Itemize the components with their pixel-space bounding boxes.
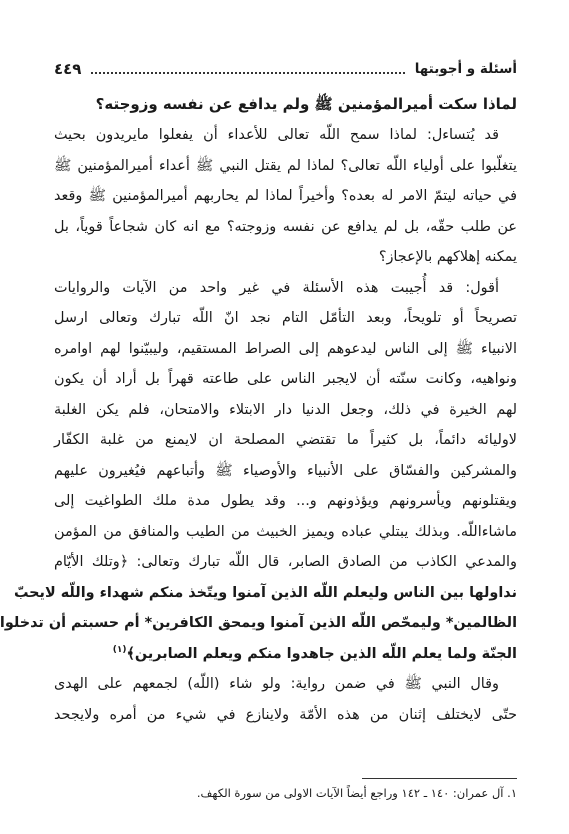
text-line: في حياته ليتمّ الامر له بعده؟ وأخيراً لماذا لم يحاربهم أميرالمؤمنين ﷺ وقعد [54, 188, 517, 204]
running-title: أسئلة و أجوبتها [414, 61, 517, 77]
text-line: يمكنه إهلاكهم بالإعجاز؟ [378, 249, 517, 265]
text-line: لهم الخيرة في ذلك، وجعل الدنيا دار الابتلاء والامتحان، فلم يكن الغلبة [54, 401, 517, 418]
closing-paragraph [54, 669, 517, 730]
text-line: والمشركين والفسّاق على الأنبياء والأوصياء ﷺ وأتباعهم فيُغيرون عليهم [54, 462, 517, 479]
running-header [54, 58, 517, 80]
text-line: ويقتلونهم ويأسرونهم ويؤذونهم و... وقد يطول مدة ملك الطواغيت إلى [54, 493, 517, 509]
text-line: يتغلّبوا على أولياء اللّه تعالى؟ لماذا لم يقتل النبي ﷺ أعداء أميرالمؤمنين ﷺ [54, 157, 517, 174]
text-line: حتّى لايختلف إثنان من هذه الأمّة ولاينازع في شيء من أمره ولايجحد [54, 706, 517, 723]
footnote: ١. آل عمران: ١٤٠ ـ ١٤٢ وراجع أيضاً الآيات الاولى من سورة الكهف. [196, 786, 517, 800]
text-line: وقال النبي ﷺ في ضمن رواية: ولو شاء (اللّه) لجمعهم على الهدى [54, 676, 499, 692]
text-line: ماشاءاللّه. وبذلك يبتلي عباده ويميز الخبيث من الطيب والمنافق من المؤمن [54, 523, 517, 540]
footnote-reference: (١) [112, 644, 127, 655]
text-line: أقول: قد أُجيبت هذه الأسئلة في غير واحد من الآيات والروايات [54, 279, 499, 296]
answer-paragraph [0, 273, 517, 670]
text-line: قد يُتساءل: لماذا سمح اللّه تعالى للأعداء أن يفعلوا مايريدون بحيث [54, 127, 499, 143]
text-line: والمدعي الكاذب من الصادق الصابر، قال اللّه تبارك وتعالى: ﴿وتلك الأيّام [54, 554, 517, 570]
verse-text: الجنّة ولما يعلم اللّه الذين جاهدوا منكم ويعلم الصابرين﴾ [126, 645, 517, 662]
text-line: لاوليائه دائماً، بل كثيراً ما تقتضي المصلحة ان لايمنع من غلبة الكفّار [54, 432, 517, 448]
quran-verse-line [54, 639, 517, 670]
text-line: ونواهيه، وكانت سنّته أن لايجبر الناس على طاعته قهراً بل أراد أن يكون [54, 371, 517, 387]
question-paragraph [54, 120, 517, 273]
text-line: الانبياء ﷺ إلى الناس ليدعوهم إلى الصراط المستقيم، وليبيّنوا لهم اوامره [54, 340, 517, 357]
page-body [0, 88, 517, 730]
text-line: تصريحاً أو تلويحاً، وبعد التأمّل التام نجد انّ اللّه تبارك وتعالى ارسل [54, 310, 517, 326]
footnote-separator [362, 778, 517, 779]
section-heading: لماذا سكت أميرالمؤمنين ﷺ ولم يدافع عن نفسه وزوجته؟ [95, 95, 517, 113]
header-dotted-leader [91, 72, 404, 74]
page-number: ٤٤٩ [54, 60, 82, 78]
quran-verse-line: الظالمين* وليمحّص اللّه الذين آمنوا ويمحق الكافرين* أم حسبتم أن تدخلوا [0, 615, 517, 631]
text-line: عن طلب حقّه، بل لم يدافع عن نفسه وزوجته؟ مع انه كان شجاعاً قوياً، بل [54, 218, 517, 235]
quran-verse-line: نداولها بين الناس وليعلم اللّه الذين آمنوا ويتّخذ منكم شهداء واللّه لايحبّ [13, 584, 517, 601]
